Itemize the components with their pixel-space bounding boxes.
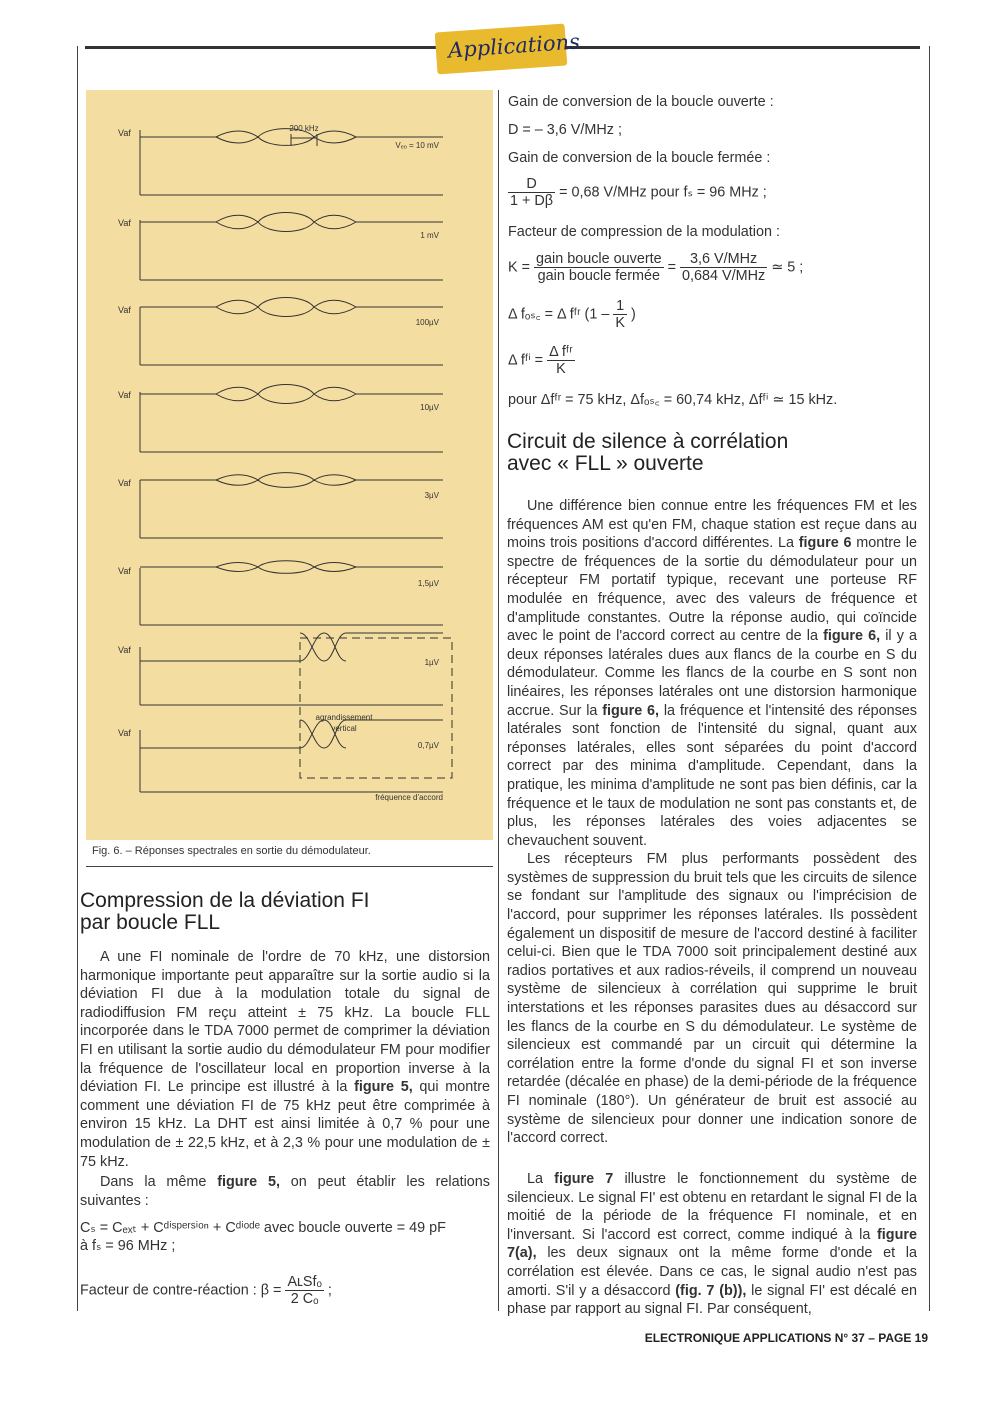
left-paragraph-2: Dans la même figure 5, on peut établir les relations suivantes :	[80, 1174, 491, 1209]
spectrum-trace-lower	[216, 137, 356, 145]
open-loop-gain-value: D = – 3,6 V/MHz ;	[508, 122, 622, 138]
panel-y-label: Vaf	[118, 478, 131, 488]
column-divider	[498, 90, 499, 1311]
panel-level-label: 10µV	[420, 403, 439, 412]
numeric-result: pour Δfᶠʳ = 75 kHz, Δfₒₛ꜀ = 60,74 kHz, Δfᶠⁱ ≃ 15 kHz.	[508, 392, 838, 408]
panel-y-label: Vaf	[118, 128, 131, 138]
spectrum-trace	[140, 561, 443, 567]
figure-caption: Fig. 6. – Réponses spectrales en sortie du démodulateur.	[92, 845, 371, 857]
right-paragraph-3: La figure 7 illustre le fonctionnement du système de silencieux. Le signal FI' est obtenu en retardant le signal FI de la moitié de la période de la fréquence FI nominale, et en l'inversant. Si l'accord est correct, comme indiqué à la figure 7(a), les deux signaux ont la même forme d'onde et la corrélation est élevée. Dans ce cas, le signal audio n'est pas amorti. S'il y a désaccord (fig. 7 (b)), le signal FI' est décalé en phase par rapport au signal FI. Par conséquent,	[507, 1171, 918, 1318]
right-paragraph-1: Une différence bien connue entre les fréquences FM et les fréquences AM est qu'en FM, chaque station est reçue dans au moins trois positions d'accord différentes. La figure 6 montre le spectre de fréquences de la sortie du démodulateur pour un récepteur FM portatif typique, recevant une porteuse RF modulée en fréquence, avec des valeurs de fréquence et d'amplitude constantes. Outre la réponse audio, qui coïncide avec le point de l'accord correct au centre de la figure 6, il y a deux réponses latérales dues aux flancs de la courbe en S du démodulateur. Comme les flancs de la courbe en S sont non linéaires, les réponses latérales ont une distorsion harmonique accrue. Sur la figure 6, la fréquence et l'intensité des réponses latérales sont fonction de l'intensité du signal, quant aux réponses latérales, elles sont séparées du point d'accord correct par des minima d'amplitude. Cependant, dans la pratique, les minima d'amplitude ne sont pas bien définis, car la fréquence et le taux de modulation ne sont pas constants et, de plus, les réponses latérales des voies adjacentes se chevauchent souvent. Les récepteurs FM plus performants possèdent des systèmes de suppression du bruit tels que les circuits de silence se fondant sur l'amplitude des signaux ou l'imprécision de l'accord, pour supprimer les réponses latérales. Ils possèdent également un dispositif de mesure de l'accord destiné à faciliter celui-ci. Bien que le TDA 7000 soit principalement destiné aux radios portatives et aux radios-réveils, il comprend un nouveau système de silencieux à corrélation qui supprime le bruit interstations et les réponses parasites dues au désaccord sur les flancs de la courbe en S du démodulateur. Le système de silencieux est commandé par un circuit qui détermine la corrélation entre la forme d'onde du signal FI et son inverse retardée (décalée en phase) de la demi-période de la fréquence FI nominale (180°). Un générateur de bruit est associé au système de silencieux pour donner une indication sonore de l'accord correct.	[507, 498, 918, 1147]
right-heading: Circuit de silence à corrélation avec « FLL » ouverte	[507, 430, 789, 475]
panel-y-label: Vaf	[118, 566, 131, 576]
spectral-response-plot	[86, 90, 493, 840]
closed-loop-gain-equation: $\frac{D}{1 + D\beta}$ = 0,68 V/MHz pour fₛ = 96 MHz ;	[510, 176, 767, 209]
panel-y-label: Vaf	[118, 218, 131, 228]
caption-rule	[86, 866, 493, 867]
panel-y-label: Vaf	[118, 390, 131, 400]
panel-y-label: Vaf	[118, 645, 131, 655]
figure-6	[86, 90, 493, 840]
spectrum-trace	[140, 298, 443, 307]
zoomed-trace	[140, 720, 443, 748]
right-frame-line	[929, 46, 930, 1311]
cs-equation: Cₛ = Cₑₓₜ + Cᵈⁱˢᵖᵉʳˢⁱᵒⁿ + Cᵈⁱᵒᵈᵉ avec boucle ouverte = 49 pF	[80, 1220, 446, 1236]
left-frame-line	[77, 46, 78, 1311]
spectrum-trace	[140, 385, 443, 394]
section-label: Applications	[447, 29, 581, 63]
zoom-label-2: vertical	[331, 724, 357, 733]
compression-factor-label: Facteur de compression de la modulation :	[508, 224, 780, 240]
span-label: 200 kHz	[289, 124, 319, 133]
spectrum-trace-lower	[216, 307, 356, 316]
page-footer: ELECTRONIQUE APPLICATIONS N° 37 – PAGE 19	[644, 1331, 928, 1345]
cs-equation-cont: à fₛ = 96 MHz ;	[80, 1238, 176, 1254]
spectrum-trace-lower	[216, 567, 356, 573]
delta-fosc-equation: Δ fₒₛ꜀ = Δ fᶠʳ (1 – $\frac{1}{K}$ )	[508, 298, 636, 331]
zoom-label: agrandissement	[315, 713, 373, 722]
panel-level-label: 1 mV	[420, 231, 439, 240]
spectrum-trace-lower	[216, 222, 356, 231]
open-loop-gain-label: Gain de conversion de la boucle ouverte :	[508, 94, 774, 110]
panel-y-label: Vaf	[118, 305, 131, 315]
panel-level-label: 0,7µV	[417, 741, 439, 750]
spectrum-trace-lower	[216, 480, 356, 487]
left-paragraph-1: A une FI nominale de l'ordre de 70 kHz, une distorsion harmonique importante peut apparaître sur la sortie audio si la déviation FI due à la modulation totale du signal de radiodiffusion FM reçu atteint ± 75 kHz. La boucle FLL incorporée dans le TDA 7000 permet de comprimer la déviation FI en utilisant la sortie audio du démodulateur FM pour modifier la fréquence de l'oscillateur local en proportion inverse à la déviation FI. Le principe est illustré à la figure 5, qui montre comment une déviation FI de 75 kHz peut être comprimée à environ 15 kHz. La DHT est ainsi limitée à 0,7 % pour une modulation de ± 22,5 kHz, et à 2,3 % pour une modulation de ± 75 kHz.	[80, 949, 491, 1170]
feedback-equation: Facteur de contre-réaction : β = $\frac{\text{AʟSfₒ}}{\text{2 Cₒ}}$ ;	[80, 1274, 332, 1307]
closed-loop-gain-label: Gain de conversion de la boucle fermée :	[508, 150, 771, 166]
spectrum-trace	[140, 473, 443, 480]
panel-level-label: 1µV	[424, 658, 439, 667]
panel-level-label: 100µV	[415, 318, 439, 327]
left-heading: Compression de la déviation FI par boucle FLL	[80, 889, 370, 934]
compression-factor-equation: K = $\frac{\text{gain boucle ouverte}}{\text{gain boucle fermée}}$ = $\frac{\text{3,6 V/MHz}}{\text{0,684 V/MHz}}$ ≃ 5 ;	[508, 251, 804, 284]
spectrum-trace-lower	[216, 394, 356, 403]
panel-level-label: Vₑₒ = 10 mV	[395, 141, 439, 150]
x-axis-label: fréquence d'accord	[375, 793, 443, 802]
panel-y-label: Vaf	[118, 728, 131, 738]
zoomed-trace	[140, 633, 443, 661]
panel-level-label: 3µV	[424, 491, 439, 500]
delta-ffi-equation: Δ fᶠⁱ = $\frac{\text{Δ fᶠʳ}}{K}$	[508, 344, 573, 377]
spectrum-trace	[140, 213, 443, 222]
panel-level-label: 1,5µV	[417, 579, 439, 588]
